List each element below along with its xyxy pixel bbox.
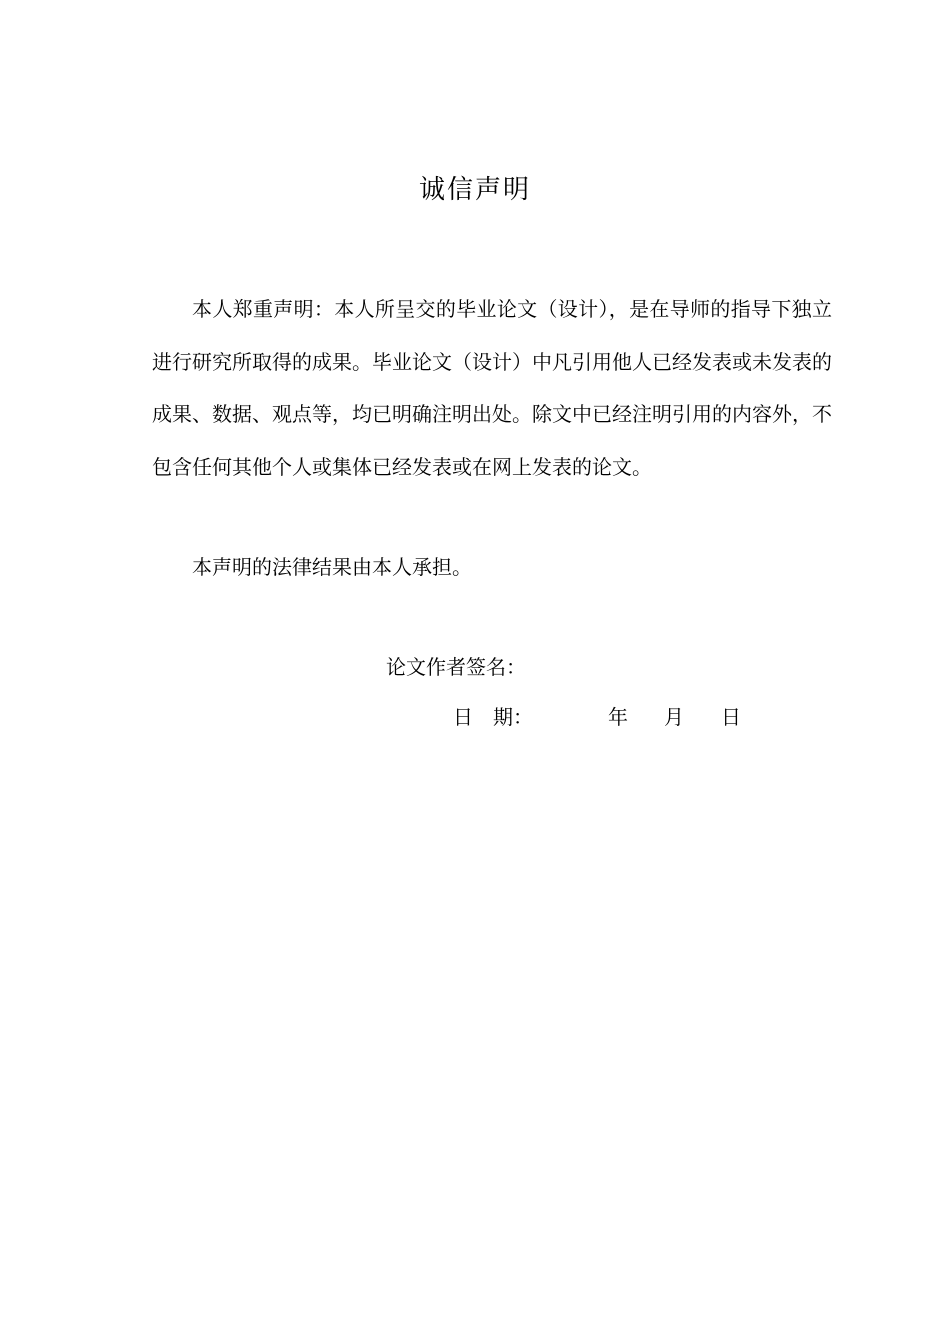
- date-label: 日 期：: [453, 705, 533, 729]
- year-label: 年: [608, 705, 628, 729]
- declaration-paragraph: 本人郑重声明：本人所呈交的毕业论文（设计），是在导师的指导下独立进行研究所取得的成果。毕业论文（设计）中凡引用他人已经发表或未发表的成果、数据、观点等，均已明确注明出处。除文中已经注明引用的内容外，不包含任何其他个人或集体已经发表或在网上发表的论文。: [152, 297, 832, 479]
- responsibility-paragraph: 本声明的法律结果由本人承担。: [192, 555, 472, 579]
- month-label: 月: [664, 705, 684, 729]
- date-row: [453, 702, 741, 882]
- page-title: 诚信声明: [418, 175, 531, 205]
- author-signature-label: 论文作者签名：: [386, 655, 526, 679]
- day-label: 日: [721, 705, 741, 729]
